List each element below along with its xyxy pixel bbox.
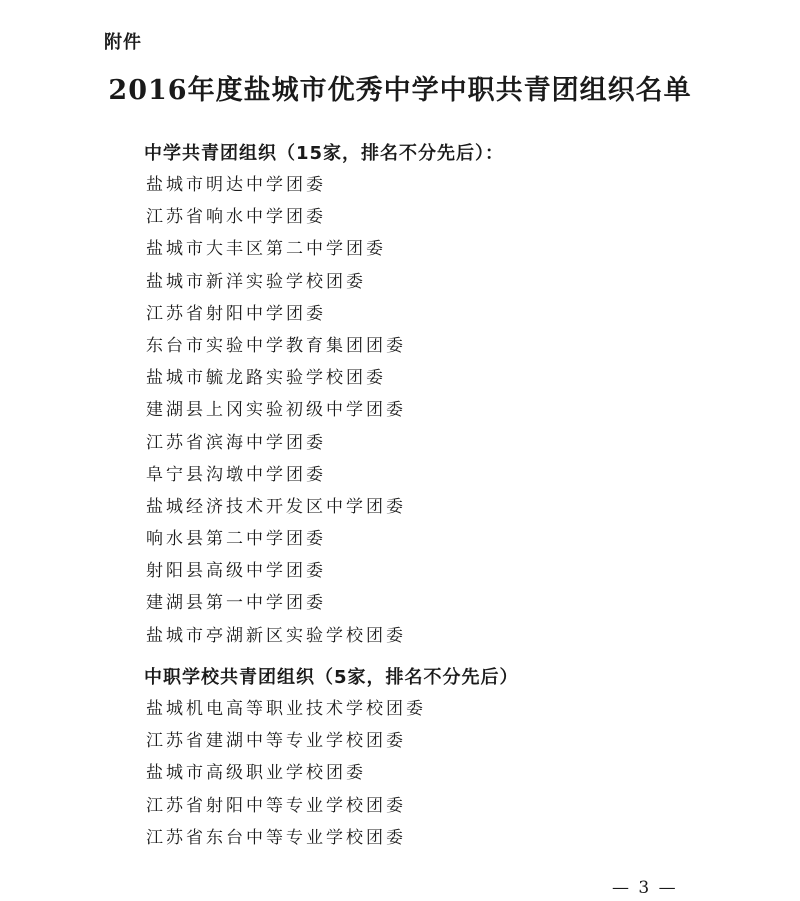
list-item: 盐城市高级职业学校团委 (146, 763, 366, 784)
list-item: 建湖县第一中学团委 (146, 593, 326, 614)
section-heading: 中职学校共青团组织（5家，排名不分先后） (144, 667, 519, 688)
organization-list (146, 169, 504, 652)
document-title: 2016年度盐城市优秀中学中职共青团组织名单 (108, 75, 692, 106)
list-item: 江苏省建湖中等专业学校团委 (146, 731, 406, 752)
list-item: 江苏省滨海中学团委 (146, 432, 326, 453)
list-item: 江苏省响水中学团委 (146, 207, 326, 228)
list-item: 盐城市大丰区第二中学团委 (146, 239, 386, 260)
list-item: 阜宁县沟墩中学团委 (146, 464, 326, 485)
list-item: 射阳县高级中学团委 (146, 561, 326, 582)
list-item: 响水县第二中学团委 (146, 529, 326, 550)
list-item: 盐城经济技术开发区中学团委 (146, 496, 406, 517)
organization-list (146, 693, 519, 854)
page-number: — 3 — (612, 878, 678, 898)
section-heading: 中学共青团组织（15家，排名不分先后）： (144, 143, 505, 164)
list-item: 建湖县上冈实验初级中学团委 (146, 400, 406, 421)
list-item: 盐城市新洋实验学校团委 (146, 271, 366, 292)
list-item: 江苏省东台中等专业学校团委 (146, 827, 406, 848)
list-item: 盐城市明达中学团委 (146, 175, 326, 195)
section-middle-schools (146, 139, 504, 652)
list-item: 盐城市亭湖新区实验学校团委 (146, 625, 406, 646)
list-item: 东台市实验中学教育集团团委 (146, 335, 406, 356)
list-item: 盐城机电高等职业技术学校团委 (146, 699, 426, 719)
list-item: 江苏省射阳中学团委 (146, 303, 326, 324)
attachment-label: 附件 (104, 32, 142, 53)
list-item: 江苏省射阳中等专业学校团委 (146, 795, 406, 816)
section-vocational-schools (146, 663, 519, 854)
list-item: 盐城市毓龙路实验学校团委 (146, 368, 386, 389)
